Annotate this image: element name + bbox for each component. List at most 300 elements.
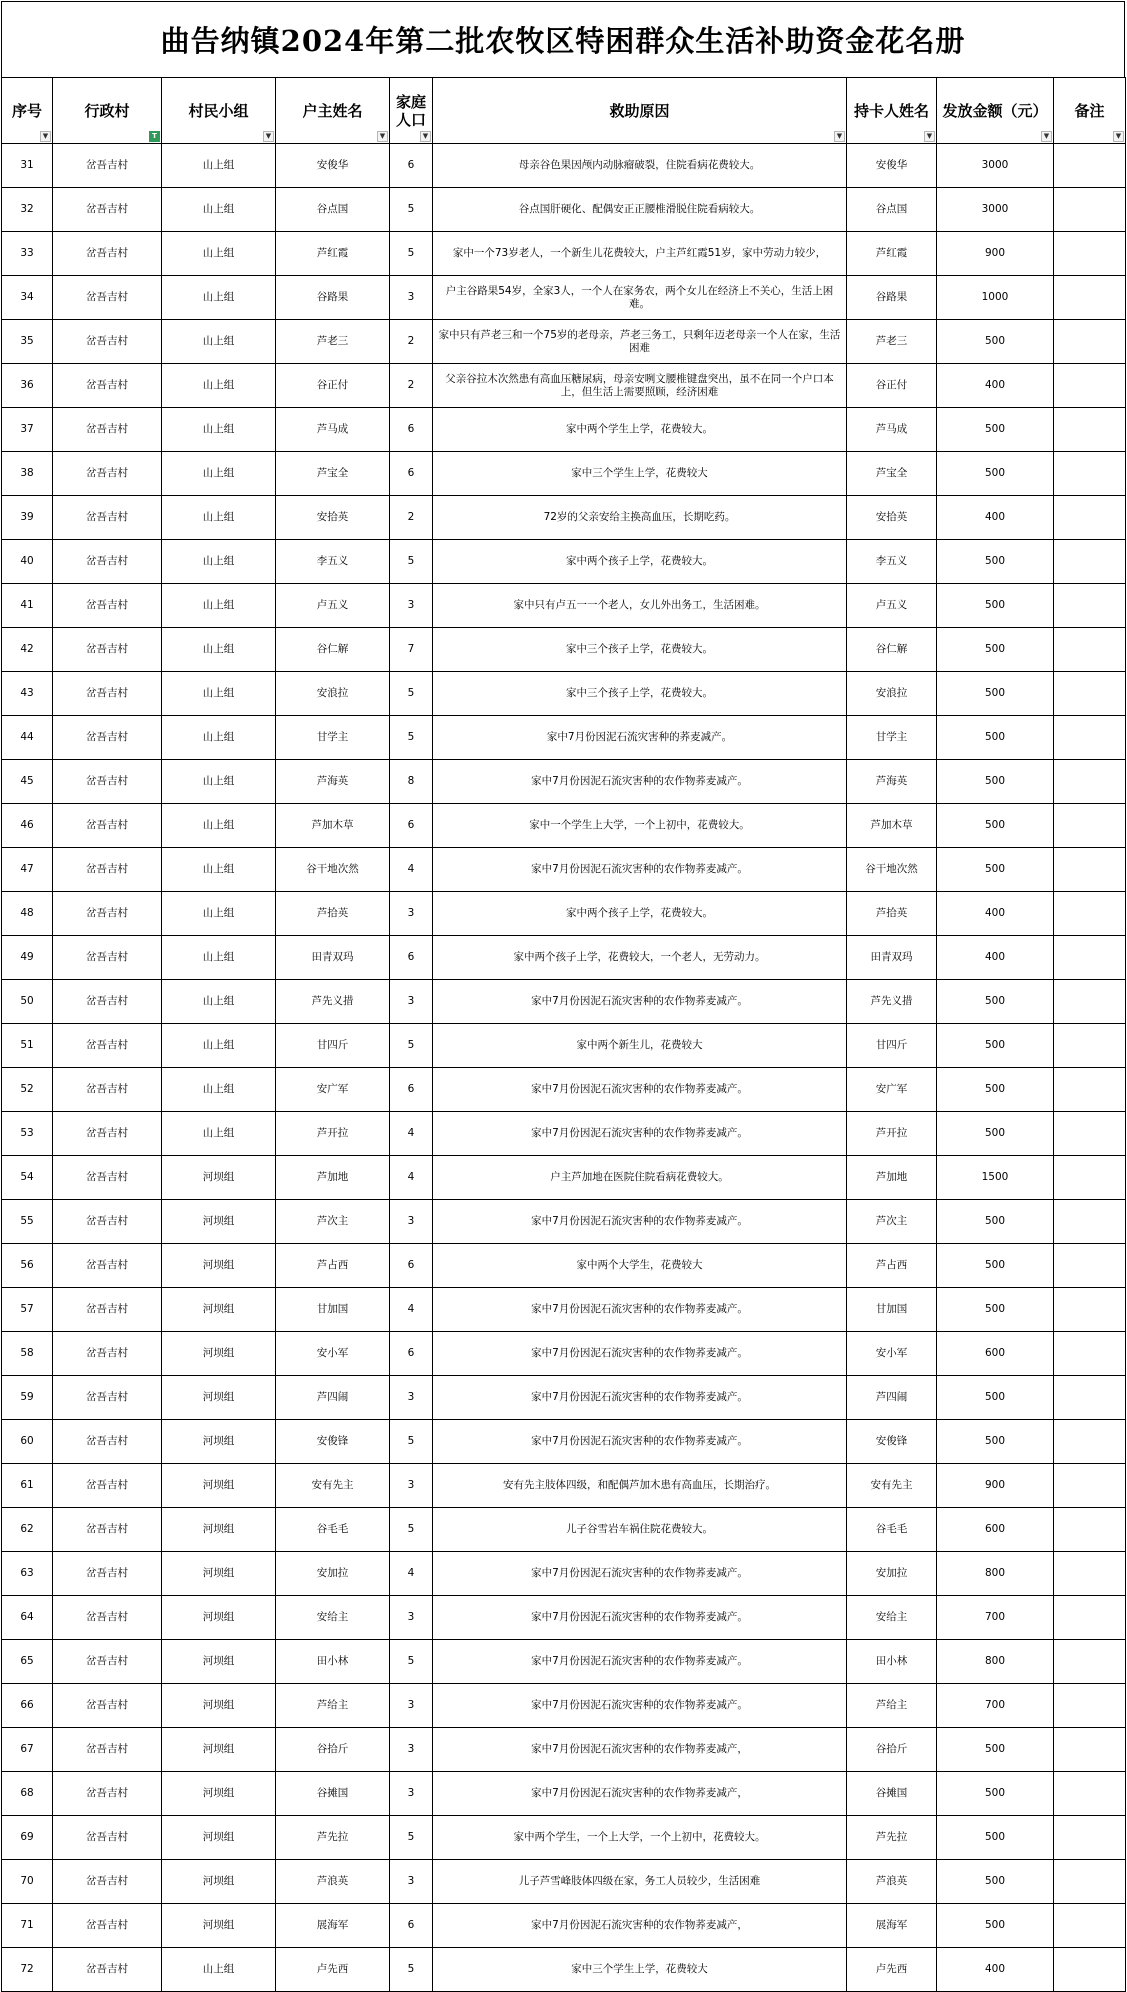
cell-family-size[interactable]: 8 <box>390 760 433 804</box>
cell-index[interactable]: 34 <box>2 276 53 320</box>
cell-group[interactable]: 山上组 <box>162 540 276 584</box>
cell-reason[interactable]: 家中只有芦老三和一个75岁的老母亲，芦老三务工，只剩年迈老母亲一个人在家，生活困难 <box>433 320 847 364</box>
cell-householder[interactable]: 芦马成 <box>276 408 390 452</box>
cell-amount[interactable]: 500 <box>937 672 1054 716</box>
cell-village[interactable]: 岔吾吉村 <box>53 276 162 320</box>
cell-remarks[interactable] <box>1054 452 1126 496</box>
cell-index[interactable]: 53 <box>2 1112 53 1156</box>
cell-amount[interactable]: 500 <box>937 716 1054 760</box>
cell-group[interactable]: 山上组 <box>162 144 276 188</box>
cell-remarks[interactable] <box>1054 1596 1126 1640</box>
cell-remarks[interactable] <box>1054 144 1126 188</box>
cell-village[interactable]: 岔吾吉村 <box>53 540 162 584</box>
cell-family-size[interactable]: 5 <box>390 716 433 760</box>
cell-index[interactable]: 45 <box>2 760 53 804</box>
filter-dropdown-icon[interactable]: ▼ <box>40 131 51 142</box>
cell-householder[interactable]: 安拾英 <box>276 496 390 540</box>
cell-amount[interactable]: 500 <box>937 1244 1054 1288</box>
cell-reason[interactable]: 家中7月份因泥石流灾害种的农作物荞麦减产。 <box>433 848 847 892</box>
cell-village[interactable]: 岔吾吉村 <box>53 1332 162 1376</box>
cell-family-size[interactable]: 3 <box>390 1376 433 1420</box>
filter-dropdown-icon[interactable]: ▼ <box>834 131 845 142</box>
cell-remarks[interactable] <box>1054 1816 1126 1860</box>
cell-amount[interactable]: 600 <box>937 1508 1054 1552</box>
cell-cardholder[interactable]: 田青双玛 <box>847 936 937 980</box>
cell-remarks[interactable] <box>1054 1948 1126 1992</box>
cell-village[interactable]: 岔吾吉村 <box>53 188 162 232</box>
cell-family-size[interactable]: 3 <box>390 1860 433 1904</box>
cell-village[interactable]: 岔吾吉村 <box>53 716 162 760</box>
cell-index[interactable]: 63 <box>2 1552 53 1596</box>
cell-remarks[interactable] <box>1054 540 1126 584</box>
cell-amount[interactable]: 500 <box>937 1772 1054 1816</box>
cell-cardholder[interactable]: 芦占西 <box>847 1244 937 1288</box>
filter-dropdown-icon[interactable]: ▼ <box>420 131 431 142</box>
filter-dropdown-icon[interactable]: ▼ <box>924 131 935 142</box>
cell-reason[interactable]: 家中7月份因泥石流灾害种的农作物荞麦减产。 <box>433 1068 847 1112</box>
cell-group[interactable]: 山上组 <box>162 804 276 848</box>
cell-householder[interactable]: 芦先义措 <box>276 980 390 1024</box>
cell-family-size[interactable]: 4 <box>390 1552 433 1596</box>
cell-group[interactable]: 山上组 <box>162 892 276 936</box>
cell-group[interactable]: 河坝组 <box>162 1684 276 1728</box>
cell-cardholder[interactable]: 谷点国 <box>847 188 937 232</box>
cell-index[interactable]: 61 <box>2 1464 53 1508</box>
cell-reason[interactable]: 安有先主肢体四级，和配偶芦加木患有高血压，长期治疗。 <box>433 1464 847 1508</box>
cell-index[interactable]: 41 <box>2 584 53 628</box>
cell-cardholder[interactable]: 安浪拉 <box>847 672 937 716</box>
cell-index[interactable]: 69 <box>2 1816 53 1860</box>
cell-village[interactable]: 岔吾吉村 <box>53 1684 162 1728</box>
cell-remarks[interactable] <box>1054 760 1126 804</box>
cell-cardholder[interactable]: 安小军 <box>847 1332 937 1376</box>
cell-group[interactable]: 河坝组 <box>162 1332 276 1376</box>
cell-amount[interactable]: 500 <box>937 1024 1054 1068</box>
cell-householder[interactable]: 芦拾英 <box>276 892 390 936</box>
cell-remarks[interactable] <box>1054 1024 1126 1068</box>
cell-village[interactable]: 岔吾吉村 <box>53 408 162 452</box>
cell-amount[interactable]: 900 <box>937 232 1054 276</box>
cell-remarks[interactable] <box>1054 1640 1126 1684</box>
cell-remarks[interactable] <box>1054 716 1126 760</box>
cell-village[interactable]: 岔吾吉村 <box>53 496 162 540</box>
cell-cardholder[interactable]: 芦拾英 <box>847 892 937 936</box>
cell-index[interactable]: 35 <box>2 320 53 364</box>
cell-cardholder[interactable]: 安俊华 <box>847 144 937 188</box>
cell-remarks[interactable] <box>1054 1420 1126 1464</box>
cell-amount[interactable]: 500 <box>937 1200 1054 1244</box>
cell-group[interactable]: 山上组 <box>162 364 276 408</box>
cell-remarks[interactable] <box>1054 1904 1126 1948</box>
cell-amount[interactable]: 500 <box>937 760 1054 804</box>
cell-group[interactable]: 山上组 <box>162 496 276 540</box>
cell-village[interactable]: 岔吾吉村 <box>53 584 162 628</box>
cell-remarks[interactable] <box>1054 232 1126 276</box>
cell-cardholder[interactable]: 田小林 <box>847 1640 937 1684</box>
cell-group[interactable]: 山上组 <box>162 716 276 760</box>
cell-group[interactable]: 河坝组 <box>162 1728 276 1772</box>
cell-cardholder[interactable]: 安拾英 <box>847 496 937 540</box>
cell-village[interactable]: 岔吾吉村 <box>53 892 162 936</box>
cell-village[interactable]: 岔吾吉村 <box>53 1112 162 1156</box>
cell-family-size[interactable]: 3 <box>390 1200 433 1244</box>
cell-householder[interactable]: 芦先拉 <box>276 1816 390 1860</box>
cell-remarks[interactable] <box>1054 1112 1126 1156</box>
cell-reason[interactable]: 家中两个孩子上学，花费较大，一个老人，无劳动力。 <box>433 936 847 980</box>
cell-group[interactable]: 山上组 <box>162 188 276 232</box>
cell-amount[interactable]: 500 <box>937 1860 1054 1904</box>
cell-village[interactable]: 岔吾吉村 <box>53 1156 162 1200</box>
cell-group[interactable]: 山上组 <box>162 980 276 1024</box>
cell-group[interactable]: 河坝组 <box>162 1288 276 1332</box>
cell-reason[interactable]: 家中三个孩子上学，花费较大。 <box>433 672 847 716</box>
cell-village[interactable]: 岔吾吉村 <box>53 452 162 496</box>
cell-householder[interactable]: 安加拉 <box>276 1552 390 1596</box>
cell-amount[interactable]: 800 <box>937 1640 1054 1684</box>
cell-village[interactable]: 岔吾吉村 <box>53 936 162 980</box>
cell-remarks[interactable] <box>1054 1464 1126 1508</box>
cell-cardholder[interactable]: 芦先义措 <box>847 980 937 1024</box>
cell-family-size[interactable]: 5 <box>390 232 433 276</box>
cell-amount[interactable]: 900 <box>937 1464 1054 1508</box>
cell-group[interactable]: 河坝组 <box>162 1156 276 1200</box>
cell-family-size[interactable]: 2 <box>390 364 433 408</box>
cell-householder[interactable]: 芦老三 <box>276 320 390 364</box>
cell-reason[interactable]: 儿子谷雪岩车祸住院花费较大。 <box>433 1508 847 1552</box>
cell-index[interactable]: 47 <box>2 848 53 892</box>
cell-reason[interactable]: 家中7月份因泥石流灾害种的农作物荞麦减产。 <box>433 1552 847 1596</box>
cell-reason[interactable]: 家中两个大学生，花费较大 <box>433 1244 847 1288</box>
cell-cardholder[interactable]: 谷正付 <box>847 364 937 408</box>
cell-reason[interactable]: 家中三个学生上学，花费较大 <box>433 452 847 496</box>
cell-householder[interactable]: 芦海英 <box>276 760 390 804</box>
cell-index[interactable]: 59 <box>2 1376 53 1420</box>
cell-cardholder[interactable]: 芦红霞 <box>847 232 937 276</box>
cell-householder[interactable]: 安广军 <box>276 1068 390 1112</box>
cell-village[interactable]: 岔吾吉村 <box>53 1420 162 1464</box>
cell-remarks[interactable] <box>1054 1244 1126 1288</box>
cell-cardholder[interactable]: 安有先主 <box>847 1464 937 1508</box>
cell-group[interactable]: 河坝组 <box>162 1904 276 1948</box>
cell-cardholder[interactable]: 甘四斤 <box>847 1024 937 1068</box>
cell-remarks[interactable] <box>1054 276 1126 320</box>
cell-reason[interactable]: 家中两个新生儿，花费较大 <box>433 1024 847 1068</box>
cell-cardholder[interactable]: 芦先拉 <box>847 1816 937 1860</box>
cell-remarks[interactable] <box>1054 1332 1126 1376</box>
cell-amount[interactable]: 700 <box>937 1684 1054 1728</box>
cell-cardholder[interactable]: 芦海英 <box>847 760 937 804</box>
cell-householder[interactable]: 芦浪英 <box>276 1860 390 1904</box>
cell-cardholder[interactable]: 谷摊国 <box>847 1772 937 1816</box>
cell-reason[interactable]: 家中7月份因泥石流灾害种的农作物荞麦减产， <box>433 1772 847 1816</box>
cell-cardholder[interactable]: 安给主 <box>847 1596 937 1640</box>
cell-reason[interactable]: 母亲谷色果因颅内动脉瘤破裂，住院看病花费较大。 <box>433 144 847 188</box>
cell-index[interactable]: 51 <box>2 1024 53 1068</box>
cell-cardholder[interactable]: 谷路果 <box>847 276 937 320</box>
cell-reason[interactable]: 户主谷路果54岁，全家3人，一个人在家务农，两个女儿在经济上不关心，生活上困难。 <box>433 276 847 320</box>
cell-remarks[interactable] <box>1054 1772 1126 1816</box>
cell-remarks[interactable] <box>1054 188 1126 232</box>
cell-index[interactable]: 38 <box>2 452 53 496</box>
cell-family-size[interactable]: 5 <box>390 188 433 232</box>
filter-dropdown-icon[interactable]: ▼ <box>1041 131 1052 142</box>
cell-householder[interactable]: 谷正付 <box>276 364 390 408</box>
cell-index[interactable]: 40 <box>2 540 53 584</box>
cell-reason[interactable]: 家中7月份因泥石流灾害种的农作物荞麦减产。 <box>433 1376 847 1420</box>
cell-village[interactable]: 岔吾吉村 <box>53 628 162 672</box>
cell-index[interactable]: 50 <box>2 980 53 1024</box>
cell-cardholder[interactable]: 芦给主 <box>847 1684 937 1728</box>
cell-index[interactable]: 62 <box>2 1508 53 1552</box>
cell-householder[interactable]: 田青双玛 <box>276 936 390 980</box>
cell-cardholder[interactable]: 谷干地次然 <box>847 848 937 892</box>
cell-reason[interactable]: 家中7月份因泥石流灾害种的农作物荞麦减产。 <box>433 1640 847 1684</box>
cell-remarks[interactable] <box>1054 364 1126 408</box>
cell-family-size[interactable]: 3 <box>390 276 433 320</box>
cell-householder[interactable]: 卢五义 <box>276 584 390 628</box>
cell-amount[interactable]: 3000 <box>937 188 1054 232</box>
filter-dropdown-icon[interactable]: ▼ <box>263 131 274 142</box>
cell-village[interactable]: 岔吾吉村 <box>53 848 162 892</box>
cell-index[interactable]: 55 <box>2 1200 53 1244</box>
cell-reason[interactable]: 户主芦加地在医院住院看病花费较大。 <box>433 1156 847 1200</box>
cell-village[interactable]: 岔吾吉村 <box>53 1772 162 1816</box>
cell-householder[interactable]: 芦加木草 <box>276 804 390 848</box>
cell-reason[interactable]: 家中7月份因泥石流灾害种的农作物荞麦减产。 <box>433 1332 847 1376</box>
cell-remarks[interactable] <box>1054 628 1126 672</box>
cell-amount[interactable]: 500 <box>937 1068 1054 1112</box>
cell-group[interactable]: 山上组 <box>162 1112 276 1156</box>
cell-amount[interactable]: 800 <box>937 1552 1054 1596</box>
cell-amount[interactable]: 700 <box>937 1596 1054 1640</box>
cell-householder[interactable]: 谷拾斤 <box>276 1728 390 1772</box>
cell-householder[interactable]: 田小林 <box>276 1640 390 1684</box>
cell-amount[interactable]: 500 <box>937 1904 1054 1948</box>
cell-index[interactable]: 31 <box>2 144 53 188</box>
cell-remarks[interactable] <box>1054 1376 1126 1420</box>
cell-family-size[interactable]: 6 <box>390 804 433 848</box>
cell-index[interactable]: 56 <box>2 1244 53 1288</box>
cell-family-size[interactable]: 6 <box>390 1244 433 1288</box>
cell-village[interactable]: 岔吾吉村 <box>53 144 162 188</box>
cell-family-size[interactable]: 5 <box>390 1024 433 1068</box>
cell-index[interactable]: 64 <box>2 1596 53 1640</box>
cell-amount[interactable]: 600 <box>937 1332 1054 1376</box>
cell-village[interactable]: 岔吾吉村 <box>53 760 162 804</box>
cell-householder[interactable]: 安俊锋 <box>276 1420 390 1464</box>
cell-index[interactable]: 49 <box>2 936 53 980</box>
cell-amount[interactable]: 500 <box>937 1420 1054 1464</box>
cell-cardholder[interactable]: 谷毛毛 <box>847 1508 937 1552</box>
cell-cardholder[interactable]: 芦加地 <box>847 1156 937 1200</box>
cell-family-size[interactable]: 3 <box>390 1728 433 1772</box>
cell-householder[interactable]: 展海军 <box>276 1904 390 1948</box>
cell-reason[interactable]: 家中7月份因泥石流灾害种的农作物荞麦减产。 <box>433 1420 847 1464</box>
cell-village[interactable]: 岔吾吉村 <box>53 1640 162 1684</box>
cell-family-size[interactable]: 5 <box>390 540 433 584</box>
cell-amount[interactable]: 500 <box>937 408 1054 452</box>
cell-village[interactable]: 岔吾吉村 <box>53 1288 162 1332</box>
cell-family-size[interactable]: 3 <box>390 1596 433 1640</box>
cell-village[interactable]: 岔吾吉村 <box>53 1068 162 1112</box>
cell-family-size[interactable]: 2 <box>390 496 433 540</box>
cell-index[interactable]: 58 <box>2 1332 53 1376</box>
cell-amount[interactable]: 500 <box>937 584 1054 628</box>
cell-index[interactable]: 39 <box>2 496 53 540</box>
cell-amount[interactable]: 500 <box>937 848 1054 892</box>
filter-active-icon[interactable]: T <box>149 131 160 142</box>
cell-family-size[interactable]: 4 <box>390 1156 433 1200</box>
cell-family-size[interactable]: 6 <box>390 144 433 188</box>
cell-index[interactable]: 67 <box>2 1728 53 1772</box>
cell-reason[interactable]: 家中一个学生上大学，一个上初中，花费较大。 <box>433 804 847 848</box>
cell-cardholder[interactable]: 芦开拉 <box>847 1112 937 1156</box>
cell-amount[interactable]: 400 <box>937 936 1054 980</box>
cell-group[interactable]: 河坝组 <box>162 1552 276 1596</box>
cell-cardholder[interactable]: 芦次主 <box>847 1200 937 1244</box>
cell-remarks[interactable] <box>1054 892 1126 936</box>
cell-group[interactable]: 山上组 <box>162 408 276 452</box>
cell-family-size[interactable]: 4 <box>390 848 433 892</box>
cell-reason[interactable]: 家中7月份因泥石流灾害种的农作物荞麦减产。 <box>433 1288 847 1332</box>
cell-householder[interactable]: 谷点国 <box>276 188 390 232</box>
cell-cardholder[interactable]: 芦宝全 <box>847 452 937 496</box>
cell-group[interactable]: 河坝组 <box>162 1772 276 1816</box>
cell-group[interactable]: 河坝组 <box>162 1376 276 1420</box>
cell-householder[interactable]: 芦加地 <box>276 1156 390 1200</box>
cell-amount[interactable]: 400 <box>937 364 1054 408</box>
cell-family-size[interactable]: 3 <box>390 980 433 1024</box>
cell-cardholder[interactable]: 卢先西 <box>847 1948 937 1992</box>
cell-family-size[interactable]: 5 <box>390 1816 433 1860</box>
cell-family-size[interactable]: 5 <box>390 672 433 716</box>
cell-village[interactable]: 岔吾吉村 <box>53 1024 162 1068</box>
cell-reason[interactable]: 家中7月份因泥石流灾害种的农作物荞麦减产。 <box>433 1684 847 1728</box>
cell-householder[interactable]: 谷仁解 <box>276 628 390 672</box>
cell-index[interactable]: 66 <box>2 1684 53 1728</box>
cell-index[interactable]: 43 <box>2 672 53 716</box>
cell-village[interactable]: 岔吾吉村 <box>53 1200 162 1244</box>
cell-amount[interactable]: 500 <box>937 804 1054 848</box>
cell-remarks[interactable] <box>1054 408 1126 452</box>
cell-cardholder[interactable]: 甘加国 <box>847 1288 937 1332</box>
cell-index[interactable]: 65 <box>2 1640 53 1684</box>
cell-village[interactable]: 岔吾吉村 <box>53 1376 162 1420</box>
cell-village[interactable]: 岔吾吉村 <box>53 1728 162 1772</box>
cell-family-size[interactable]: 4 <box>390 1112 433 1156</box>
cell-remarks[interactable] <box>1054 1200 1126 1244</box>
cell-amount[interactable]: 500 <box>937 1376 1054 1420</box>
cell-cardholder[interactable]: 安加拉 <box>847 1552 937 1596</box>
cell-index[interactable]: 54 <box>2 1156 53 1200</box>
cell-remarks[interactable] <box>1054 1068 1126 1112</box>
cell-index[interactable]: 46 <box>2 804 53 848</box>
cell-householder[interactable]: 芦宝全 <box>276 452 390 496</box>
cell-amount[interactable]: 500 <box>937 1112 1054 1156</box>
cell-index[interactable]: 71 <box>2 1904 53 1948</box>
cell-householder[interactable]: 甘加国 <box>276 1288 390 1332</box>
cell-group[interactable]: 河坝组 <box>162 1508 276 1552</box>
cell-village[interactable]: 岔吾吉村 <box>53 232 162 276</box>
cell-amount[interactable]: 400 <box>937 496 1054 540</box>
cell-amount[interactable]: 500 <box>937 540 1054 584</box>
cell-group[interactable]: 河坝组 <box>162 1420 276 1464</box>
cell-amount[interactable]: 500 <box>937 980 1054 1024</box>
cell-family-size[interactable]: 6 <box>390 1068 433 1112</box>
cell-group[interactable]: 河坝组 <box>162 1200 276 1244</box>
cell-remarks[interactable] <box>1054 1288 1126 1332</box>
cell-amount[interactable]: 500 <box>937 628 1054 672</box>
cell-remarks[interactable] <box>1054 1684 1126 1728</box>
cell-family-size[interactable]: 6 <box>390 408 433 452</box>
cell-index[interactable]: 33 <box>2 232 53 276</box>
cell-householder[interactable]: 安浪拉 <box>276 672 390 716</box>
cell-cardholder[interactable]: 李五义 <box>847 540 937 584</box>
cell-reason[interactable]: 家中7月份因泥石流灾害种的农作物荞麦减产。 <box>433 980 847 1024</box>
cell-group[interactable]: 山上组 <box>162 232 276 276</box>
cell-family-size[interactable]: 3 <box>390 892 433 936</box>
cell-village[interactable]: 岔吾吉村 <box>53 1860 162 1904</box>
cell-householder[interactable]: 芦给主 <box>276 1684 390 1728</box>
cell-householder[interactable]: 芦红霞 <box>276 232 390 276</box>
cell-householder[interactable]: 芦四闹 <box>276 1376 390 1420</box>
cell-householder[interactable]: 芦开拉 <box>276 1112 390 1156</box>
cell-householder[interactable]: 安俊华 <box>276 144 390 188</box>
cell-village[interactable]: 岔吾吉村 <box>53 320 162 364</box>
cell-reason[interactable]: 家中7月份因泥石流灾害种的农作物荞麦减产， <box>433 1904 847 1948</box>
cell-family-size[interactable]: 3 <box>390 584 433 628</box>
cell-family-size[interactable]: 6 <box>390 1904 433 1948</box>
cell-cardholder[interactable]: 芦四闹 <box>847 1376 937 1420</box>
cell-family-size[interactable]: 3 <box>390 1464 433 1508</box>
cell-householder[interactable]: 安小军 <box>276 1332 390 1376</box>
cell-group[interactable]: 河坝组 <box>162 1464 276 1508</box>
cell-reason[interactable]: 72岁的父亲安给主换高血压，长期吃药。 <box>433 496 847 540</box>
cell-group[interactable]: 山上组 <box>162 628 276 672</box>
cell-group[interactable]: 山上组 <box>162 672 276 716</box>
cell-group[interactable]: 山上组 <box>162 848 276 892</box>
cell-householder[interactable]: 甘四斤 <box>276 1024 390 1068</box>
cell-cardholder[interactable]: 芦浪英 <box>847 1860 937 1904</box>
cell-householder[interactable]: 卢先西 <box>276 1948 390 1992</box>
cell-family-size[interactable]: 5 <box>390 1508 433 1552</box>
cell-index[interactable]: 72 <box>2 1948 53 1992</box>
cell-amount[interactable]: 500 <box>937 1728 1054 1772</box>
cell-index[interactable]: 52 <box>2 1068 53 1112</box>
cell-family-size[interactable]: 6 <box>390 1332 433 1376</box>
cell-remarks[interactable] <box>1054 804 1126 848</box>
cell-reason[interactable]: 儿子芦雪峰肢体四级在家，务工人员较少，生活困难 <box>433 1860 847 1904</box>
cell-group[interactable]: 山上组 <box>162 584 276 628</box>
cell-reason[interactable]: 家中两个学生，一个上大学，一个上初中，花费较大。 <box>433 1816 847 1860</box>
cell-village[interactable]: 岔吾吉村 <box>53 364 162 408</box>
cell-amount[interactable]: 400 <box>937 1948 1054 1992</box>
cell-index[interactable]: 68 <box>2 1772 53 1816</box>
cell-group[interactable]: 河坝组 <box>162 1596 276 1640</box>
cell-householder[interactable]: 谷摊国 <box>276 1772 390 1816</box>
cell-family-size[interactable]: 2 <box>390 320 433 364</box>
cell-remarks[interactable] <box>1054 1156 1126 1200</box>
cell-cardholder[interactable]: 甘学主 <box>847 716 937 760</box>
cell-householder[interactable]: 谷干地次然 <box>276 848 390 892</box>
cell-group[interactable]: 山上组 <box>162 1024 276 1068</box>
cell-remarks[interactable] <box>1054 1728 1126 1772</box>
cell-village[interactable]: 岔吾吉村 <box>53 1464 162 1508</box>
cell-group[interactable]: 河坝组 <box>162 1244 276 1288</box>
cell-family-size[interactable]: 6 <box>390 936 433 980</box>
cell-village[interactable]: 岔吾吉村 <box>53 1508 162 1552</box>
cell-remarks[interactable] <box>1054 320 1126 364</box>
